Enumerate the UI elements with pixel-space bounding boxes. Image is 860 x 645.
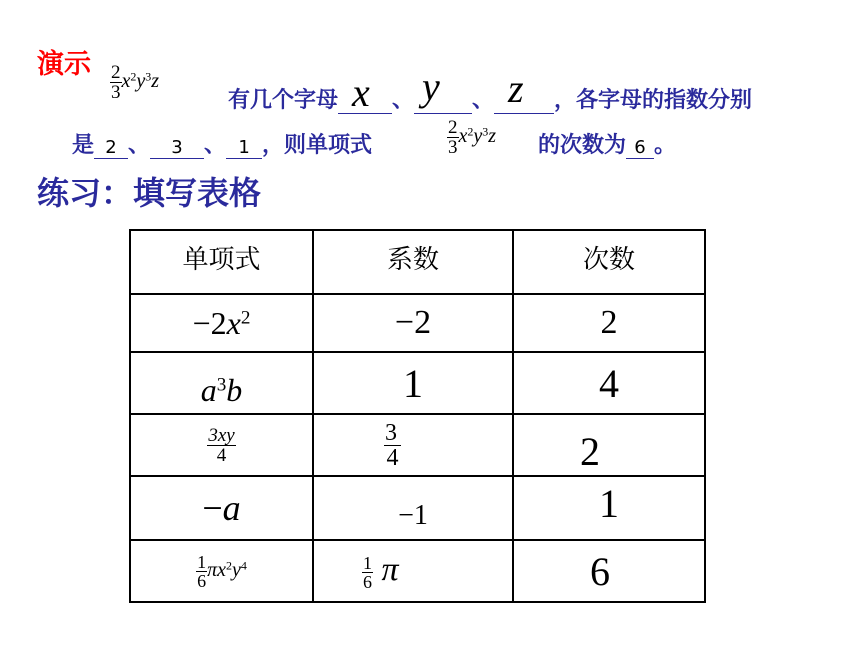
demo-monomial-2: $\frac{2}{3}$ $x^2y^3z$ xyxy=(448,117,497,158)
demo-line2: 是 2 、 3 、 1 ，则单项式 xyxy=(72,133,373,158)
blank-letter-2: y xyxy=(414,73,472,114)
cell-monomial: −a xyxy=(130,476,313,540)
table-header-row xyxy=(130,230,705,294)
demo-line2-end: 的次数为 6 。 xyxy=(538,133,677,158)
cell-coefficient: $\frac{3}{4}$ xyxy=(313,414,513,476)
table-row xyxy=(130,476,705,540)
cell-coefficient: 1 xyxy=(313,352,513,414)
header-degree: 次数 xyxy=(513,230,705,294)
demo-coef-fraction: $\frac{2}{3}$ xyxy=(111,62,121,103)
table-row xyxy=(130,294,705,352)
demo-line1: 有几个字母 x 、 y 、 z ，各字母的指数分别 xyxy=(228,64,753,115)
blank-letter-3: z xyxy=(494,73,554,114)
exercise-title: 练习：填写表格 xyxy=(37,174,262,212)
header-monomial: 单项式 xyxy=(130,230,313,294)
blank-degree: 6 xyxy=(626,137,654,159)
cell-monomial: $\frac{3xy}{4}$ xyxy=(130,414,313,476)
cell-coefficient: −1 xyxy=(313,476,513,540)
blank-exponent-3: 1 xyxy=(226,137,262,159)
cell-degree: 2 xyxy=(513,414,705,476)
cell-coefficient: $\frac{1}{6}$ π xyxy=(313,540,513,602)
cell-monomial: $\frac{1}{6}$ $\pi x^2y^4$ xyxy=(130,540,313,602)
blank-letter-1: x xyxy=(338,73,392,114)
table-row xyxy=(130,540,705,602)
cell-degree: 6 xyxy=(513,540,705,602)
table-row xyxy=(130,352,705,414)
cell-coefficient: −2 xyxy=(313,294,513,352)
blank-exponent-1: 2 xyxy=(94,137,128,159)
monomial-table xyxy=(129,229,706,603)
cell-degree: 4 xyxy=(513,352,705,414)
cell-degree: 1 xyxy=(513,476,705,540)
demo-monomial: $\frac{2}{3}$ $x^2y^3z$ xyxy=(111,62,160,103)
demo-label: 演示 xyxy=(37,49,91,80)
header-coefficient: 系数 xyxy=(313,230,513,294)
cell-monomial: $-2x^2$ xyxy=(130,294,313,352)
cell-degree: 2 xyxy=(513,294,705,352)
blank-exponent-2: 3 xyxy=(150,137,204,159)
cell-monomial: $a^3b$ xyxy=(130,352,313,414)
table-row xyxy=(130,414,705,476)
